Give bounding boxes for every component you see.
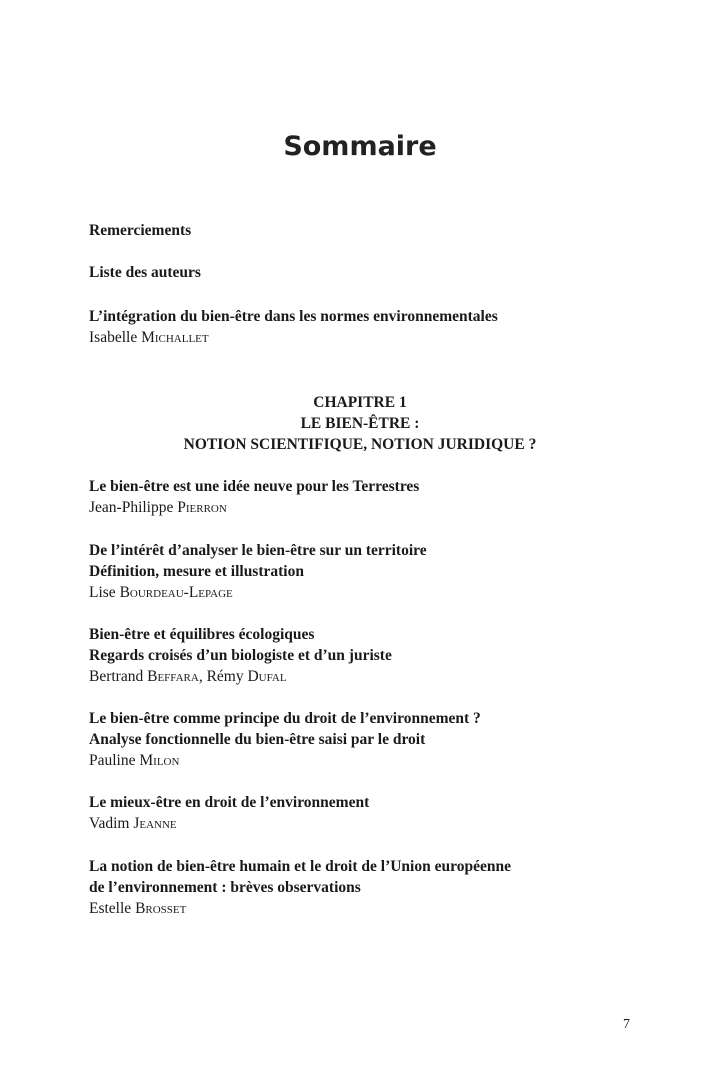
toc-entry[interactable] bbox=[89, 792, 649, 834]
toc-entry[interactable] bbox=[89, 540, 649, 603]
page-title: Sommaire bbox=[283, 131, 437, 162]
entry-author: Pauline Milon bbox=[89, 752, 180, 769]
entry-title: Le bien-être comme principe du droit de l’environnement ? bbox=[89, 710, 481, 727]
chapter-title-line2: NOTION SCIENTIFIQUE, NOTION JURIDIQUE ? bbox=[183, 436, 537, 453]
chapter-number: CHAPITRE 1 bbox=[313, 394, 407, 411]
entry-subtitle: Définition, mesure et illustration bbox=[89, 563, 304, 580]
entry-title: Le bien-être est une idée neuve pour les Terrestres bbox=[89, 478, 420, 495]
entry-subtitle: Regards croisés d’un biologiste et d’un juriste bbox=[89, 647, 392, 664]
toc-entry-remerciements[interactable] bbox=[89, 220, 649, 241]
entry-title: Le mieux-être en droit de l’environnement bbox=[89, 794, 370, 811]
entry-subtitle: de l’environnement : brèves observations bbox=[89, 879, 361, 896]
entry-author: Bertrand Beffara, Rémy Dufal bbox=[89, 668, 287, 685]
toc-entry[interactable] bbox=[89, 476, 649, 518]
entry-author: Jean-Philippe Pierron bbox=[89, 499, 227, 516]
entry-title: De l’intérêt d’analyser le bien-être sur un territoire bbox=[89, 542, 427, 559]
toc-entry-integration[interactable] bbox=[89, 306, 649, 348]
toc-entry[interactable] bbox=[89, 856, 649, 919]
chapter-title-line1: LE BIEN-ÊTRE : bbox=[300, 415, 420, 432]
entry-title: Remerciements bbox=[89, 222, 192, 239]
entry-author: Vadim Jeanne bbox=[89, 815, 177, 832]
entry-title: Bien-être et équilibres écologiques bbox=[89, 626, 315, 643]
entry-author: Lise Bourdeau-Lepage bbox=[89, 584, 233, 601]
toc-entry-liste-auteurs[interactable] bbox=[89, 262, 649, 283]
entry-title: L’intégration du bien-être dans les normes environnementales bbox=[89, 308, 498, 325]
entry-author: Estelle Brosset bbox=[89, 900, 187, 917]
toc-entry[interactable] bbox=[89, 624, 649, 687]
chapter-heading bbox=[0, 392, 720, 455]
entry-subtitle: Analyse fonctionnelle du bien-être saisi par le droit bbox=[89, 731, 426, 748]
entry-title: Liste des auteurs bbox=[89, 264, 201, 281]
entry-author: Isabelle Michallet bbox=[89, 329, 209, 346]
page-number: 7 bbox=[623, 1017, 630, 1032]
toc-entry[interactable] bbox=[89, 708, 649, 771]
entry-title: La notion de bien-être humain et le droit de l’Union européenne bbox=[89, 858, 511, 875]
